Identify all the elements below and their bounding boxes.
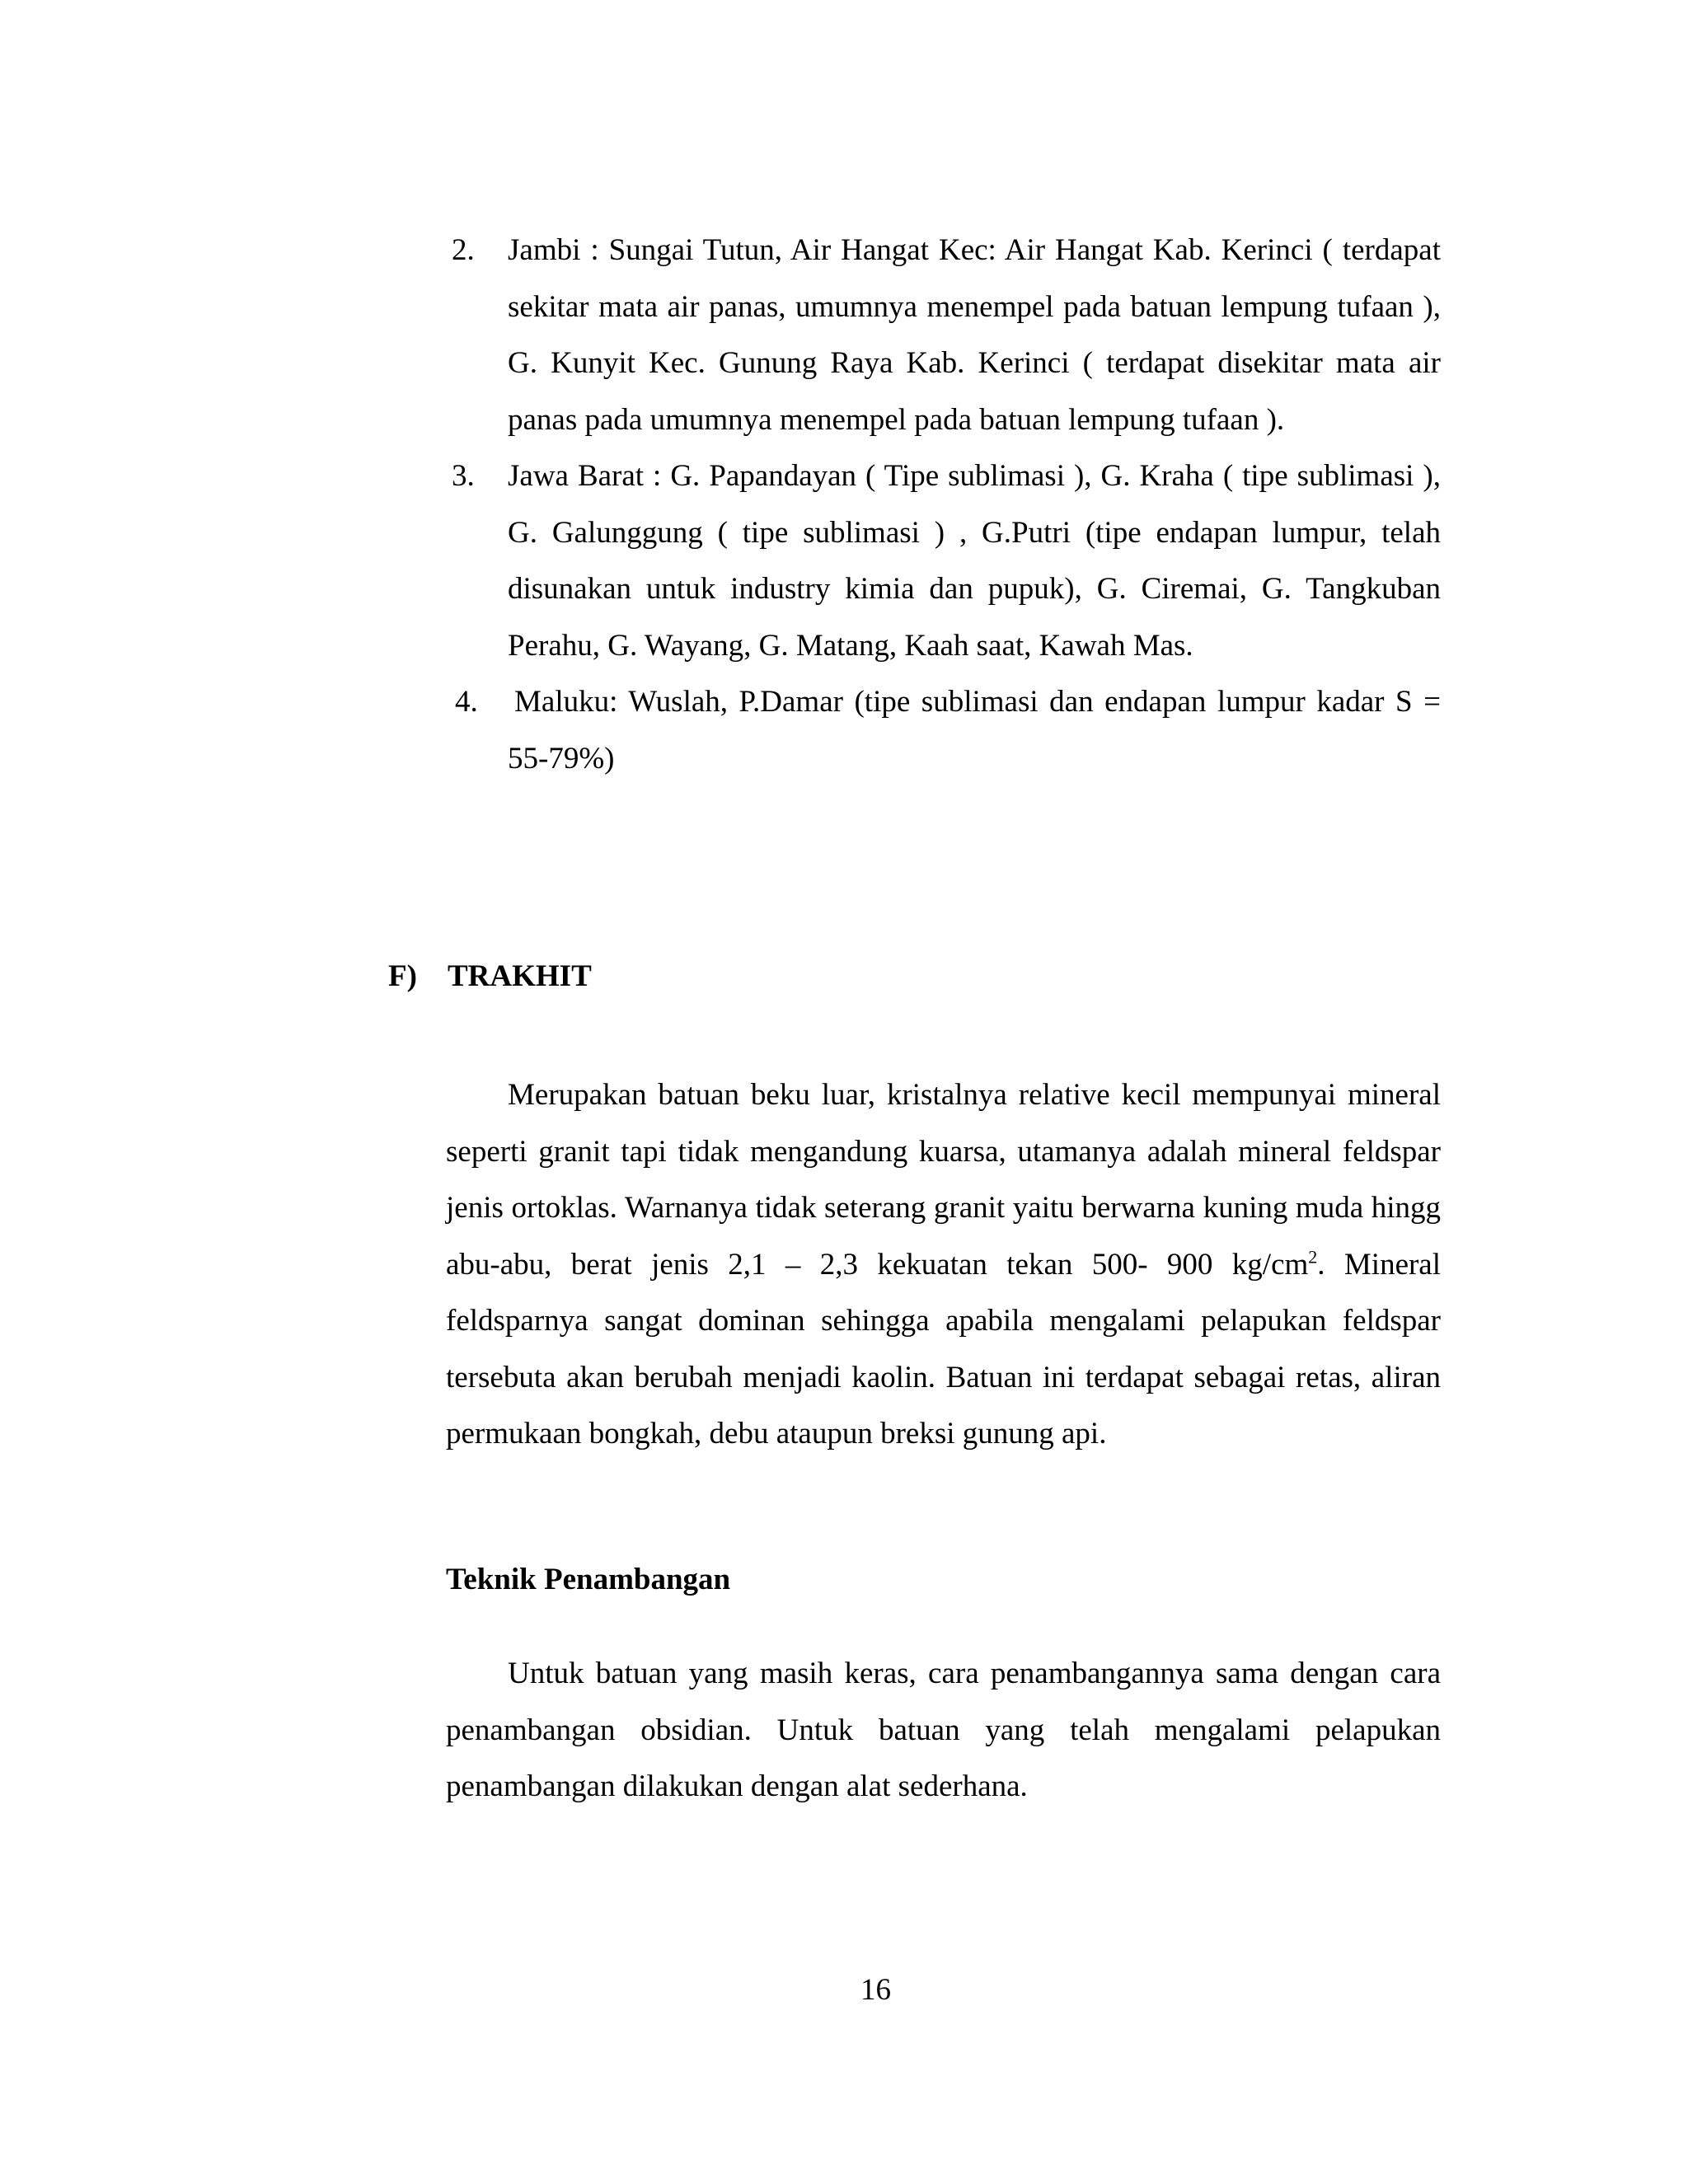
section-label: F) xyxy=(388,959,417,993)
list-item xyxy=(452,448,1441,674)
paragraph-text-continued: . Mineral feldsparnya sangat dominan sehingga apabila mengalami pelapukan feldspar tersebuta akan berubah menjadi kaolin. Batuan ini terdapat sebagai retas, aliran permukaan bongkah, debu ataupun breksi gunung api. xyxy=(446,1247,1442,1451)
list-item xyxy=(452,223,1441,448)
section-title: TRAKHIT xyxy=(448,959,592,993)
mining-technique-paragraph: Untuk batuan yang masih keras, cara penambangannya sama dengan cara penambangan obsidian. Untuk batuan yang telah mengalami pelapukan penambangan dilakukan dengan alat sederhana. xyxy=(446,1657,1441,1803)
list-item xyxy=(452,674,1441,787)
list-item-number: 2. xyxy=(452,233,475,267)
list-item-number: 4. xyxy=(455,685,478,719)
list-item-text: Maluku: Wuslah, P.Damar (tipe sublimasi dan endapan lumpur kadar S = 55-79%) xyxy=(508,685,1441,776)
subheading: Teknik Penambangan xyxy=(446,1563,731,1596)
section-heading xyxy=(388,958,592,994)
paragraph-text: Merupakan batuan beku luar, kristalnya relative kecil mempunyai mineral seperti granit tapi tidak mengandung kuarsa, utamanya adalah mineral feldspar jenis ortoklas. Warnanya tidak seterang granit yaitu berwarna kuning muda hingg abu-abu, berat jenis 2,1 – 2,3 kekuatan tekan 500- 900 kg/cm xyxy=(446,1078,1441,1282)
page-number: 16 xyxy=(860,1973,891,2007)
trakhit-description-paragraph xyxy=(446,1067,1441,1463)
list-item-text: Jambi : Sungai Tutun, Air Hangat Kec: Air Hangat Kab. Kerinci ( terdapat sekitar mata air panas, umumnya menempel pada batuan lempung tufaan ), G. Kunyit Kec. Gunung Raya Kab. Kerinci ( terdapat disekitar mata air panas pada umumnya menempel pada batuan lempung tufaan ). xyxy=(508,233,1441,437)
superscript: 2 xyxy=(1308,1246,1318,1268)
list-item-text: Jawa Barat : G. Papandayan ( Tipe sublimasi ), G. Kraha ( tipe sublimasi ), G. Galunggung ( tipe sublimasi ) , G.Putri (tipe endapan lumpur, telah disunakan untuk industry kimia dan pupuk), G. Ciremai, G. Tangkuban Perahu, G. Wayang, G. Matang, Kaah saat, Kawah Mas. xyxy=(508,459,1441,663)
list-item-number: 3. xyxy=(452,459,475,493)
location-list xyxy=(452,223,1441,787)
